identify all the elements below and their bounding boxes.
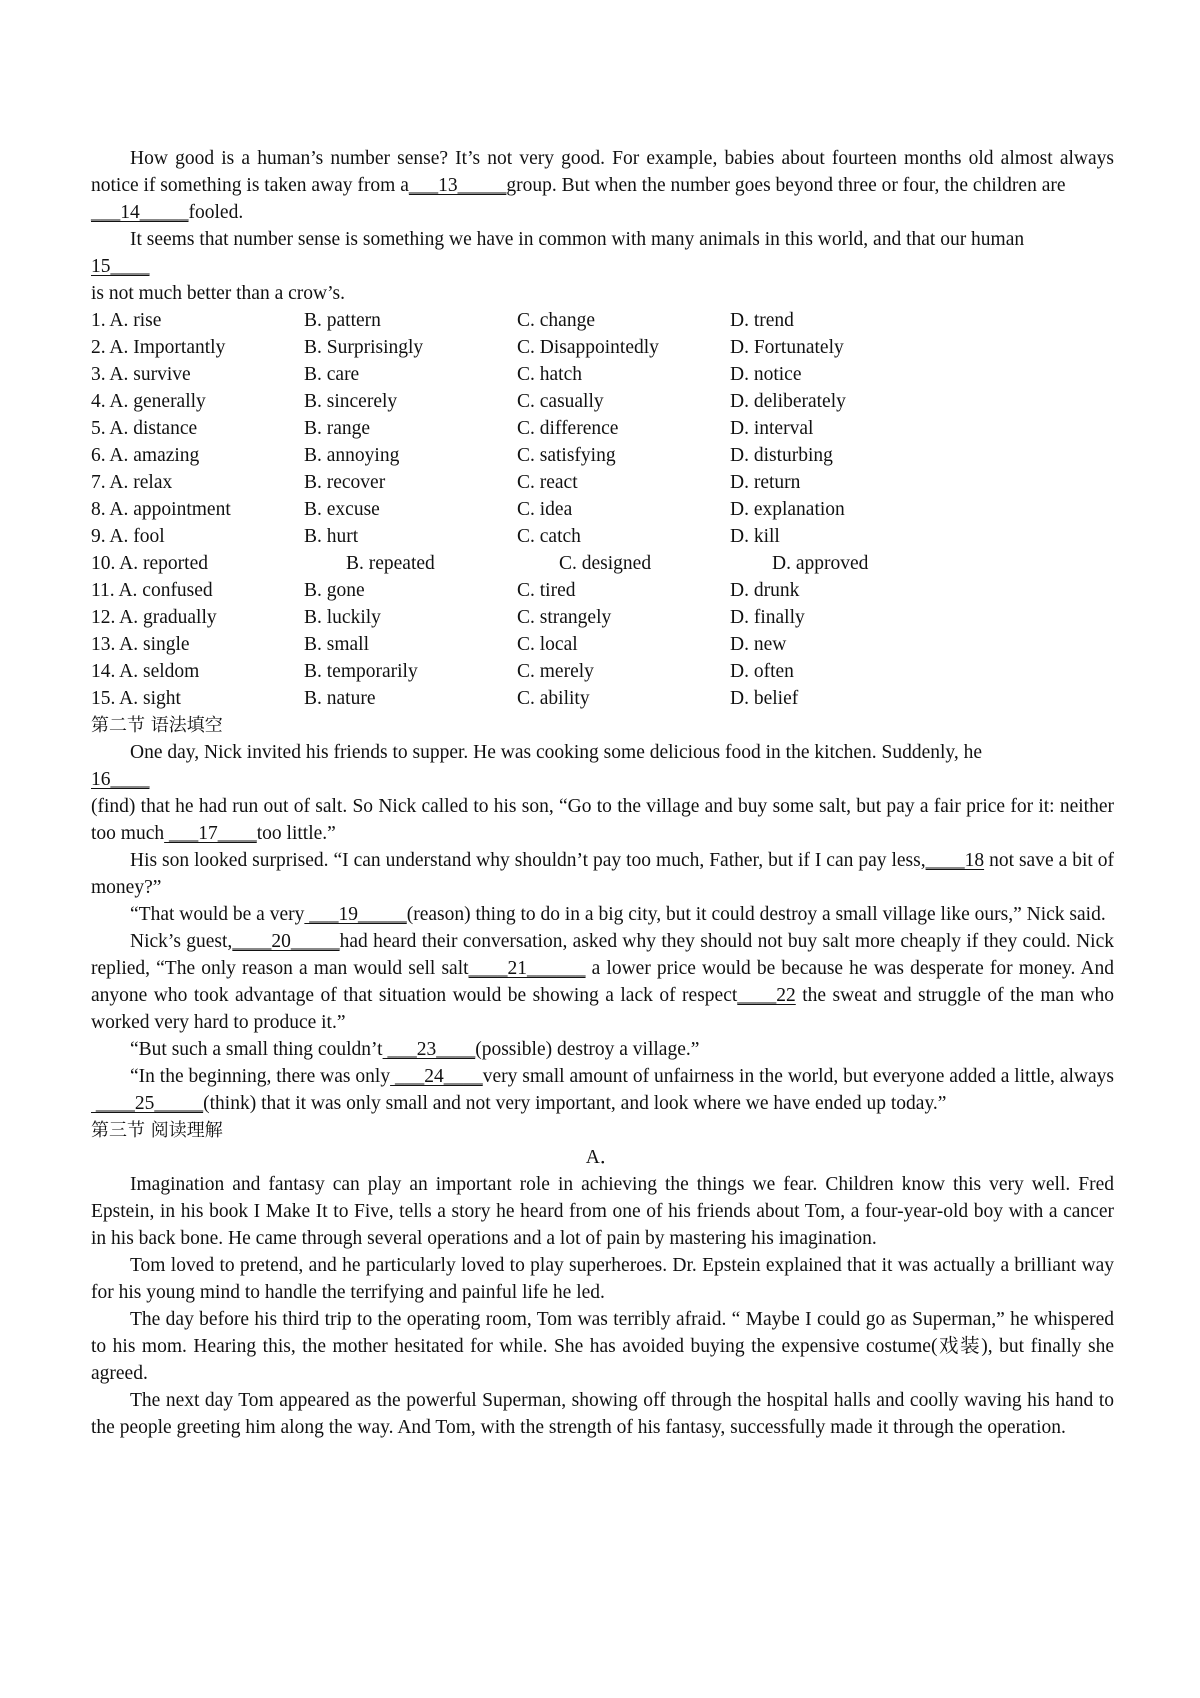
blank-23: ___23____ — [382, 1039, 476, 1060]
option-b: B. temporarily — [304, 661, 418, 682]
cloze-paragraph-2-blank — [91, 253, 1114, 280]
option-b: B. nature — [304, 688, 376, 709]
option-a: 5. A. distance — [91, 418, 198, 439]
option-b: B. range — [304, 418, 371, 439]
blank-24: ___24____ — [390, 1066, 483, 1087]
option-c: C. idea — [517, 499, 573, 520]
option-row-15 — [91, 685, 1114, 712]
option-b: B. gone — [304, 580, 365, 601]
option-a: 9. A. fool — [91, 526, 165, 547]
option-a: 10. A. reported — [91, 553, 208, 574]
option-b: B. sincerely — [304, 391, 398, 412]
option-c: C. change — [517, 310, 595, 331]
option-b: B. recover — [304, 472, 386, 493]
text: (possible) destroy a village.” — [475, 1039, 700, 1060]
grammar-paragraph-1 — [91, 739, 1114, 766]
option-d: D. deliberately — [730, 391, 846, 412]
cloze-paragraph-1 — [91, 145, 1114, 199]
option-d: D. often — [730, 661, 794, 682]
grammar-paragraph-1-blank — [91, 766, 1114, 793]
option-row-8 — [91, 496, 1114, 523]
option-c: C. Disappointedly — [517, 337, 659, 358]
grammar-paragraph-5 — [91, 1036, 1114, 1063]
option-row-9 — [91, 523, 1114, 550]
section-3-heading: 第三节 阅读理解 — [91, 1120, 223, 1141]
grammar-paragraph-4 — [91, 928, 1114, 1036]
option-c: C. react — [517, 472, 578, 493]
blank-21: ____21______ — [468, 958, 586, 979]
reading-paragraph-2: Tom loved to pretend, and he particularly loved to play superheroes. Dr. Epstein explained that it was actually a brilliant way for his young mind to handle the terrifying and painful life he led. — [91, 1255, 1114, 1303]
option-row-7 — [91, 469, 1114, 496]
text: “In the beginning, there was only — [130, 1066, 391, 1087]
option-c: C. catch — [517, 526, 581, 547]
text: Nick’s guest, — [130, 931, 233, 952]
option-d: D. kill — [730, 526, 780, 547]
option-d: D. trend — [730, 310, 794, 331]
option-d: D. approved — [772, 553, 869, 574]
option-a: 15. A. sight — [91, 688, 181, 709]
blank-18: ____18 — [925, 850, 985, 871]
option-c: C. ability — [517, 688, 590, 709]
passage-label: A． — [585, 1147, 620, 1168]
text: (find) that he had run out of salt. So Nick called to his son, “Go to the village and buy some salt, but pay a fair price for it: neither too much — [91, 796, 1114, 844]
option-d: D. Fortunately — [730, 337, 844, 358]
option-d: D. explanation — [730, 499, 845, 520]
option-d: D. belief — [730, 688, 799, 709]
option-b: B. excuse — [304, 499, 380, 520]
option-a: 2. A. Importantly — [91, 337, 226, 358]
text: fooled. — [188, 202, 244, 223]
cloze-paragraph-1-cont — [91, 199, 1114, 226]
grammar-paragraph-2 — [91, 847, 1114, 901]
option-b: B. Surprisingly — [304, 337, 424, 358]
blank-15: 15____ — [91, 256, 150, 277]
option-row-4 — [91, 388, 1114, 415]
option-b: B. luckily — [304, 607, 381, 628]
text: One day, Nick invited his friends to supper. He was cooking some delicious food in the kitchen. Suddenly, he — [130, 742, 983, 763]
cloze-paragraph-2 — [91, 226, 1114, 253]
option-row-3 — [91, 361, 1114, 388]
option-row-12 — [91, 604, 1114, 631]
blank-20: ____20_____ — [232, 931, 340, 952]
text: very small amount of unfairness in the world, but everyone added a little, always — [482, 1066, 1114, 1087]
option-c: C. satisfying — [517, 445, 616, 466]
option-row-10 — [91, 550, 1114, 577]
option-a: 11. A. confused — [91, 580, 213, 601]
grammar-paragraph-1-cont — [91, 793, 1114, 847]
option-b: B. repeated — [346, 553, 435, 574]
text: the sweat and struggle of the man who worked very hard to produce it.” — [91, 985, 1114, 1033]
option-c: C. casually — [517, 391, 604, 412]
option-a: 7. A. relax — [91, 472, 173, 493]
option-d: D. drunk — [730, 580, 800, 601]
grammar-paragraph-3 — [91, 901, 1114, 928]
cloze-paragraph-2-cont — [91, 280, 1114, 307]
option-d: D. finally — [730, 607, 805, 628]
text: had heard their conversation, asked why they should not buy salt more cheaply if they could. Nick replied, “The only reason a man would sell salt — [91, 931, 1115, 979]
blank-25: ____25_____ — [91, 1093, 204, 1114]
text: group. But when the number goes beyond three or four, the children are — [506, 175, 1066, 196]
blank-16: 16____ — [91, 769, 150, 790]
text: a lower price would be because he was desperate for money. And anyone who took advantage of that situation would be showing a lack of respect — [91, 958, 1114, 1006]
text: not save a bit of money?” — [91, 850, 1115, 898]
option-d: D. return — [730, 472, 801, 493]
blank-14: ___14_____ — [91, 202, 189, 223]
text: “That would be a very — [130, 904, 305, 925]
option-d: D. notice — [730, 364, 802, 385]
option-d: D. disturbing — [730, 445, 833, 466]
option-c: C. tired — [517, 580, 576, 601]
option-row-5 — [91, 415, 1114, 442]
option-a: 13. A. single — [91, 634, 190, 655]
option-row-1 — [91, 307, 1114, 334]
option-d: D. interval — [730, 418, 814, 439]
blank-19: ___19_____ — [304, 904, 407, 925]
option-a: 14. A. seldom — [91, 661, 200, 682]
option-a: 6. A. amazing — [91, 445, 200, 466]
text: It seems that number sense is something we have in common with many animals in this world, and that our human — [130, 229, 1025, 250]
option-a: 3. A. survive — [91, 364, 191, 385]
option-c: C. local — [517, 634, 578, 655]
text: How good is a human’s number sense? It’s not very good. For example, babies about fourteen months old almost always notice if something is taken away from a — [91, 148, 1114, 196]
option-b: B. small — [304, 634, 370, 655]
text: is not much better than a crow’s. — [91, 283, 345, 304]
text: His son looked surprised. “I can understand why shouldn’t pay too much, Father, but if I can pay less, — [130, 850, 926, 871]
option-c: C. hatch — [517, 364, 582, 385]
option-b: B. annoying — [304, 445, 400, 466]
reading-paragraph-4: The next day Tom appeared as the powerful Superman, showing off through the hospital halls and coolly waving his hand to the people greeting him along the way. And Tom, with the strength of his fantasy, successfully made it through the operation. — [91, 1390, 1114, 1438]
option-row-13 — [91, 631, 1114, 658]
text: “But such a small thing couldn’t — [130, 1039, 383, 1060]
option-b: B. hurt — [304, 526, 359, 547]
option-a: 1. A. rise — [91, 310, 162, 331]
blank-17: ___17____ — [164, 823, 257, 844]
option-b: B. care — [304, 364, 360, 385]
section-2-heading: 第二节 语法填空 — [91, 715, 223, 736]
option-row-11 — [91, 577, 1114, 604]
text: (think) that it was only small and not very important, and look where we have ended up today.” — [203, 1093, 947, 1114]
option-row-14 — [91, 658, 1114, 685]
option-row-2 — [91, 334, 1114, 361]
option-c: C. designed — [559, 553, 652, 574]
option-b: B. pattern — [304, 310, 381, 331]
options-list — [91, 307, 1114, 712]
grammar-paragraph-6 — [91, 1063, 1114, 1117]
option-c: C. difference — [517, 418, 619, 439]
blank-22: ____22 — [737, 985, 796, 1006]
option-c: C. strangely — [517, 607, 612, 628]
option-row-6 — [91, 442, 1114, 469]
blank-13: ___13_____ — [408, 175, 507, 196]
reading-paragraph-1: Imagination and fantasy can play an important role in achieving the things we fear. Children know this very well. Fred Epstein, in his book I Make It to Five, tells a story he heard from one of his friends about Tom, a four-year-old boy with a cancer in his back bone. He came through several operations and a lot of pain by mastering his imagination. — [91, 1174, 1114, 1249]
option-c: C. merely — [517, 661, 594, 682]
option-a: 8. A. appointment — [91, 499, 231, 520]
option-a: 4. A. generally — [91, 391, 206, 412]
option-a: 12. A. gradually — [91, 607, 217, 628]
reading-paragraph-3: The day before his third trip to the operating room, Tom was terribly afraid. “ Maybe I could go as Superman,” he whispered to his mom. Hearing this, the mother hesitated for while. She has avoided buying the expensive costume(戏装), but finally she agreed. — [91, 1309, 1114, 1384]
text: (reason) thing to do in a big city, but it could destroy a small village like ours,” Nick said. — [406, 904, 1106, 925]
text: too little.” — [256, 823, 336, 844]
option-d: D. new — [730, 634, 787, 655]
